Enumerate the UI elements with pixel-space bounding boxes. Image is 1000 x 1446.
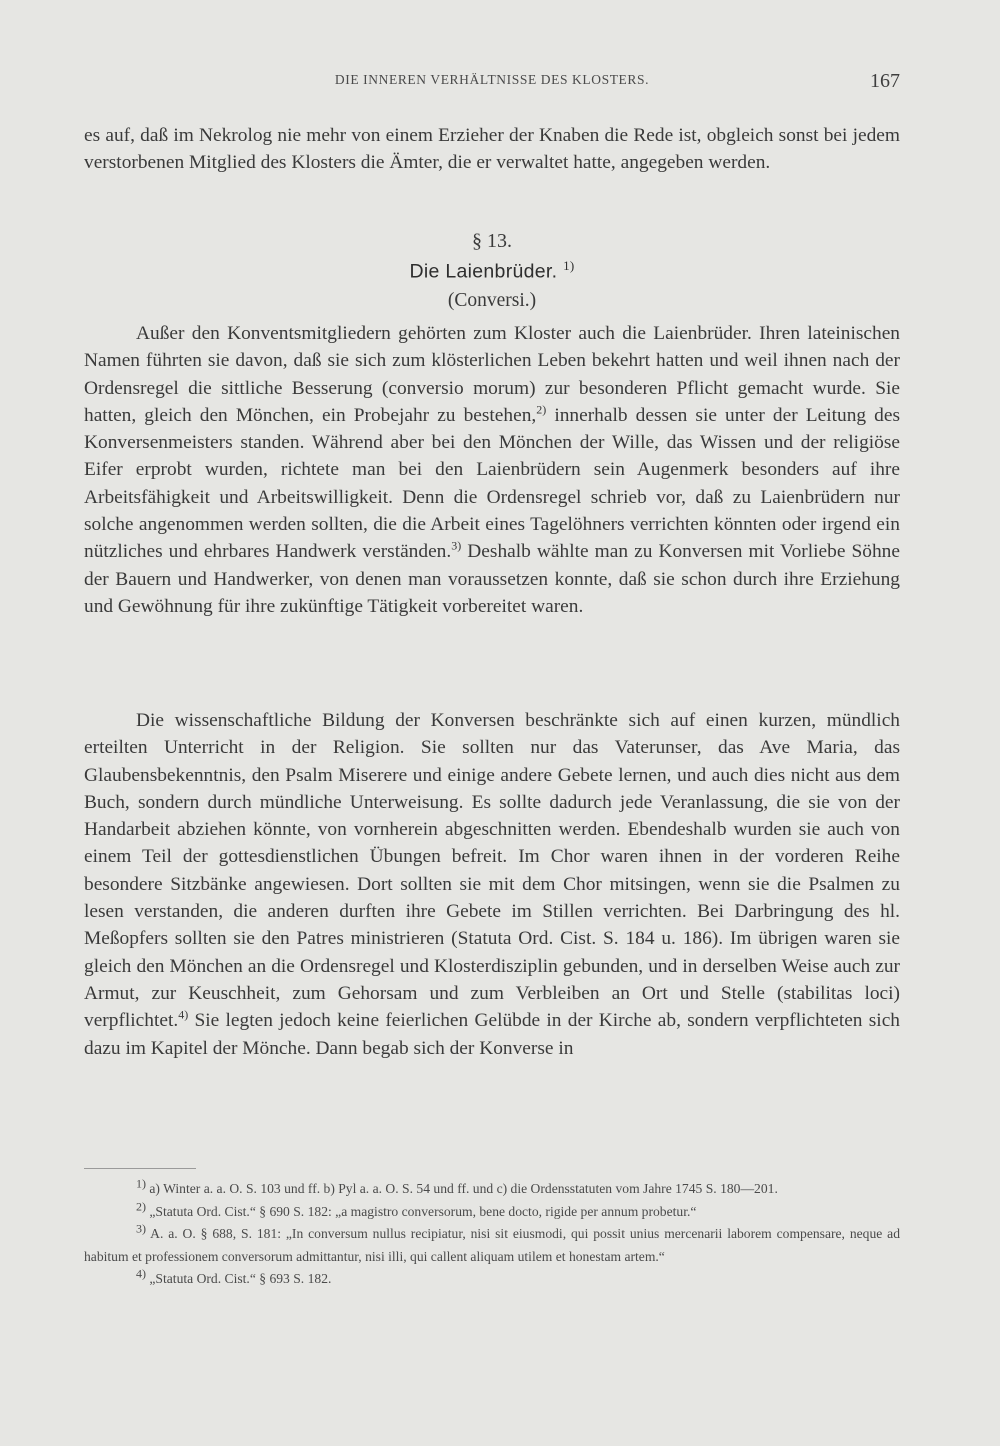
footnote [84, 1268, 900, 1291]
section-subtitle: (Conversi.) [447, 290, 537, 311]
footnote-ref: 4) [178, 1007, 189, 1022]
footnote [84, 1198, 900, 1224]
footnote-text: „Statuta Ord. Cist.“ § 690 S. 182: „a magistro conversorum, bene docto, rigide per annum probetur.“ [146, 1203, 697, 1219]
footnote-mark: 4) [136, 1266, 146, 1281]
footnote-text: „Statuta Ord. Cist.“ § 693 S. 182. [146, 1271, 332, 1286]
footnote-ref: 3) [451, 538, 462, 553]
paragraph [84, 320, 900, 620]
text-run: Außer den Konventsmitgliedern gehörten zum Kloster auch die Laienbrüder. Ihren lateinischen Namen führten sie davon, daß sie sich zum klösterlichen Leben bekehrt hatten und weil ihnen nach der Ordensregel die sittliche Besserung (conversio morum) zur besonderen Pflicht gemacht wurde. Sie hatten, gleich den Mönchen, ein Probejahr zu bestehen, [84, 323, 900, 426]
paragraph-text [84, 320, 900, 620]
page-number: 167 [870, 70, 900, 92]
footnote [84, 1178, 900, 1201]
footnote-mark: 1) [136, 1176, 146, 1191]
footnote-mark: 2) [136, 1198, 146, 1213]
footnote-text: A. a. O. § 688, S. 181: „In conversum nullus recipiatur, nisi sit eiusmodi, qui possit unius mercenarii laborem compensare, neque ad habitum et professionem conversorum admittantur, nisi illi, qui callent aliquam utilem et honestam artem.“ [84, 1226, 900, 1264]
footnote-ref: 1) [563, 258, 575, 273]
footnote-divider [84, 1168, 196, 1169]
paragraph-text: es auf, daß im Nekrolog nie mehr von einem Erzieher der Knaben die Rede ist, obgleich sonst bei jedem verstorbenen Mitglied des Klosters die Ämter, die er verwaltet hatte, angegeben werden. [84, 125, 900, 174]
paragraph-continued [84, 122, 900, 177]
text-run: Sie legten jedoch keine feierlichen Gelübde in der Kirche ab, sondern verpflichteten sich dazu im Kapitel der Mönche. Dann begab sich der Konverse in [84, 1010, 900, 1059]
footnote-mark: 3) [136, 1221, 146, 1236]
text-run: innerhalb dessen sie unter der Leitung des Konversenmeisters standen. Während aber bei den Mönchen der Wille, das Wissen und der religiöse Eifer erprobt wurden, richtete man bei den Laienbrüdern sein Augenmerk besonders auf ihre Arbeitsfähigkeit und Arbeitswilligkeit. Denn die Ordensregel schrieb vor, daß zu Laienbrüdern nur solche angenommen werden sollten, die die Arbeit eines Tagelöhners verrichten könnten oder irgend ein nützliches und ehrbares Handwerk verständen. [84, 404, 900, 563]
text-run: Die wissenschaftliche Bildung der Konversen beschränkte sich auf einen kurzen, mündlich erteilten Unterricht in der Religion. Sie sollten nur das Vaterunser, das Ave Maria, das Glaubensbekenntnis, den Psalm Miserere und einige andere Gebete lernen, und auch dies nicht aus dem Buch, sondern durch mündliche Unterweisung. Es sollte dadurch jede Veranlassung, die sie von der Handarbeit abziehen könnte, von vornherein abgeschnitten werden. Ebendeshalb wurden sie auch von einem Teil der gottesdienstlichen Übungen befreit. Im Chor waren ihnen in der vorderen Reihe besondere Sitzbänke angewiesen. Dort sollten sie mit dem Chor mitsingen, wenn sie die Psalmen zu lesen verstanden, die anderen durften ihre Gebete im Stillen verrichten. Bei Darbringung des hl. Meßopfers sollten sie den Patres ministrieren (Statuta Ord. Cist. S. 184 u. 186). Im übrigen waren sie gleich den Mönchen an die Ordensregel und Klosterdisziplin gebunden, und in derselben Weise auch zur Armut, zur Keuschheit, zum Gehorsam und zum Verbleiben an Ort und Stelle (stabilitas loci) verpflichtet. [84, 710, 900, 1032]
section-title [84, 258, 900, 284]
text-run: Deshalb wählte man zu Konversen mit Vorliebe Söhne der Bauern und Handwerker, von denen man voraussetzen konnte, daß sie schon durch ihre Erziehung und Gewöhnung für ihre zukünftige Tätigkeit vorbereitet waren. [84, 541, 900, 617]
running-title: DIE INNEREN VERHÄLTNISSE DES KLOSTERS. [334, 72, 650, 87]
section-number: § 13. [472, 230, 512, 252]
section-title-text: Die Laienbrüder. [409, 260, 558, 283]
footnote-ref: 2) [536, 402, 547, 417]
footnotes [84, 1178, 900, 1291]
footnote-text: a) Winter a. a. O. S. 103 und ff. b) Pyl a. a. O. S. 54 und ff. und c) die Ordensstatuten vom Jahre 1745 S. 180—201. [146, 1181, 778, 1196]
paragraph [84, 707, 900, 1062]
footnote [84, 1223, 900, 1268]
running-head [84, 70, 900, 98]
paragraph-text [84, 707, 900, 1062]
